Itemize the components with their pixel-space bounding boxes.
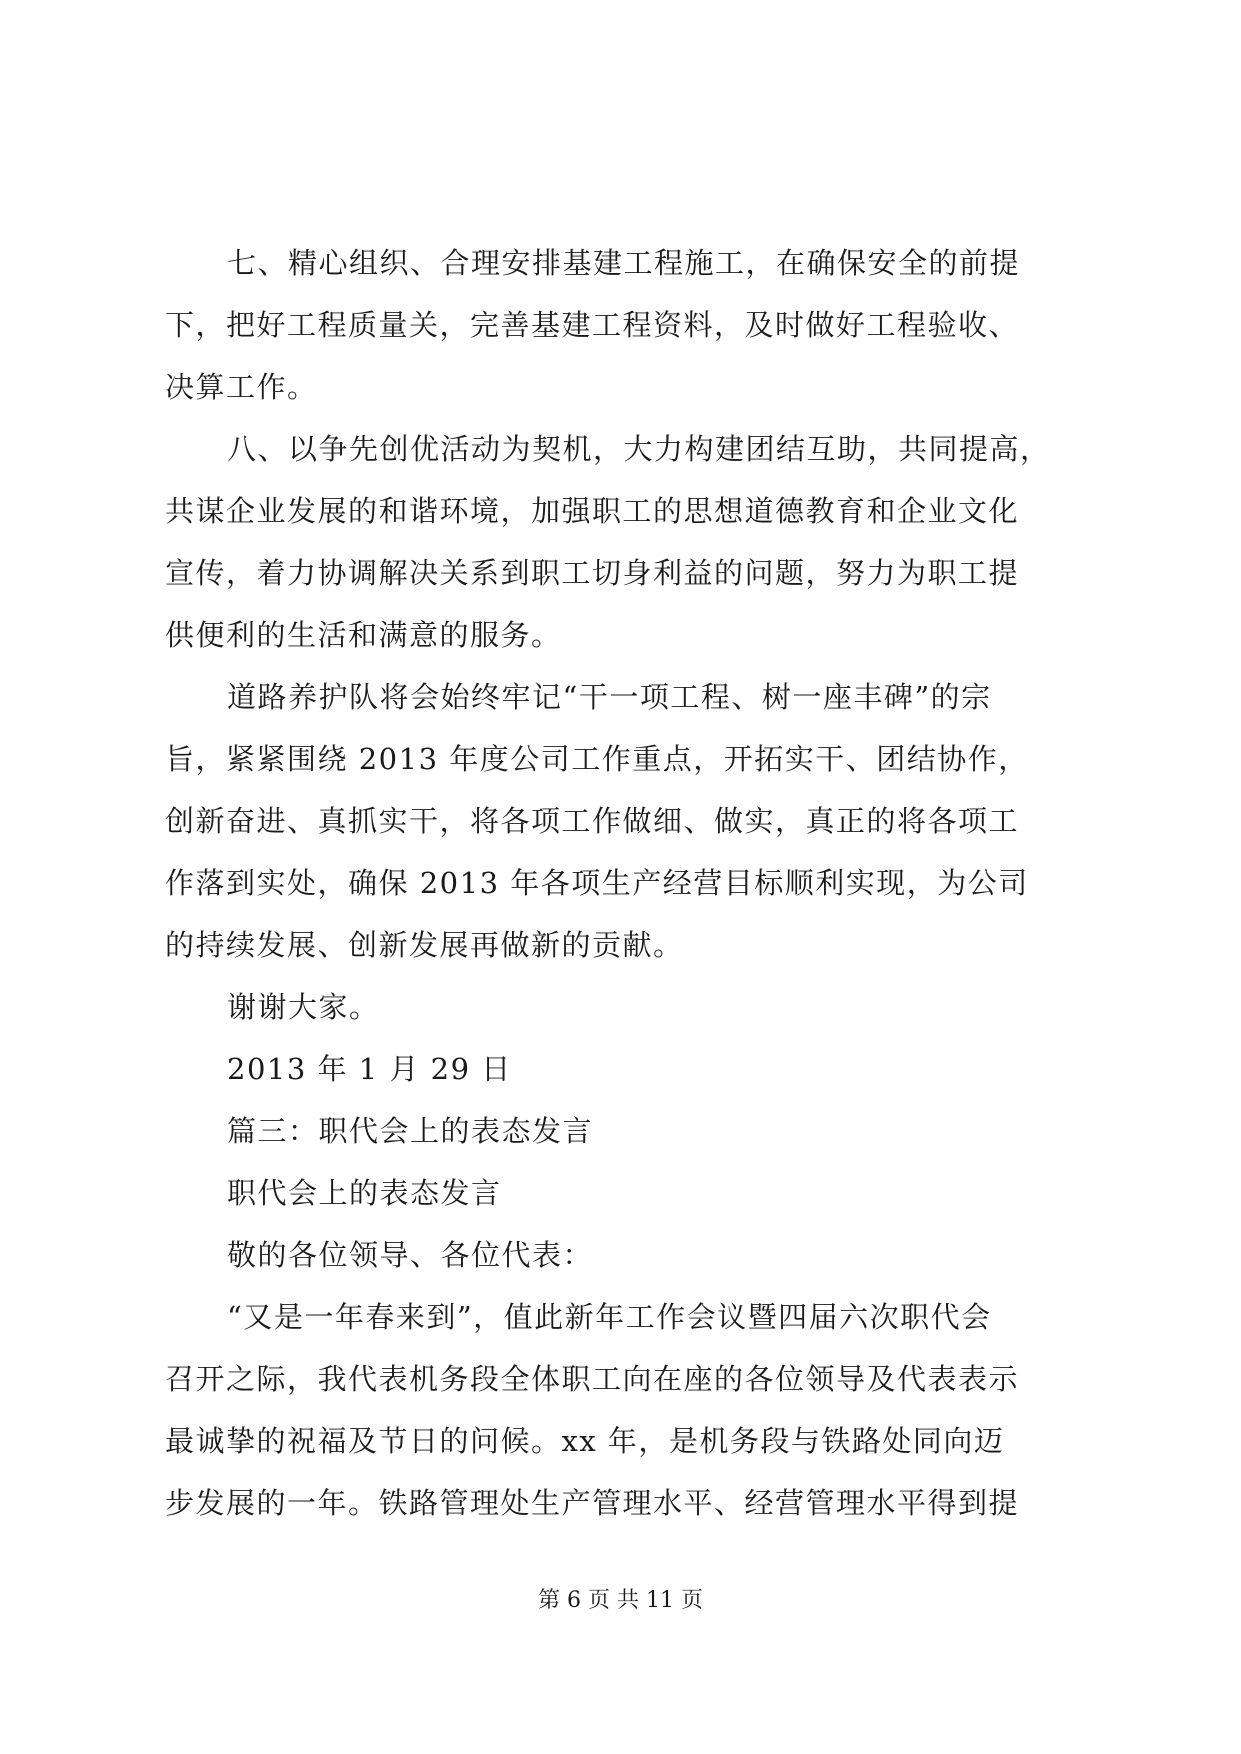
section-title: 职代会上的表态发言 [227, 1176, 502, 1210]
text-line: 道路养护队将会始终牢记“干一项工程、树一座丰碑”的宗 [227, 680, 992, 714]
text-line: 步发展的一年。铁路管理处生产管理水平、经营管理水平得到提 [165, 1486, 1020, 1520]
text-line: 宣传，着力协调解决关系到职工切身利益的问题，努力为职工提 [165, 556, 1020, 590]
text-line: 最诚挚的祝福及节日的问候。xx 年，是机务段与铁路处同向迈 [165, 1424, 1005, 1458]
text-line: “又是一年春来到”，值此新年工作会议暨四届六次职代会 [227, 1300, 992, 1334]
text-line: 创新奋进、真抓实干，将各项工作做细、做实，真正的将各项工 [165, 804, 1020, 838]
document-body [165, 232, 1080, 1534]
page-number-footer: 第 6 页 共 11 页 [538, 1588, 703, 1613]
text-line: 谢谢大家。 [227, 990, 380, 1024]
text-line: 召开之际，我代表机务段全体职工向在座的各位领导及代表表示 [165, 1362, 1020, 1396]
text-line: 的持续发展、创新发展再做新的贡献。 [165, 928, 684, 962]
text-line: 旨，紧紧围绕 2013 年度公司工作重点，开拓实干、团结协作， [165, 742, 1029, 776]
text-line: 供便利的生活和满意的服务。 [165, 618, 562, 652]
text-line: 作落到实处，确保 2013 年各项生产经营目标顺利实现，为公司 [165, 866, 1029, 900]
text-line: 下，把好工程质量关，完善基建工程资料，及时做好工程验收、 [165, 308, 1020, 342]
salutation: 敬的各位领导、各位代表： [227, 1238, 594, 1272]
text-line: 八、以争先创优活动为契机，大力构建团结互助，共同提高， [227, 432, 1051, 466]
text-line: 七、精心组织、合理安排基建工程施工，在确保安全的前提 [227, 246, 1021, 280]
text-line: 共谋企业发展的和谐环境，加强职工的思想道德教育和企业文化 [165, 494, 1020, 528]
section-heading: 篇三：职代会上的表态发言 [227, 1114, 594, 1148]
date-line: 2013 年 1 月 29 日 [227, 1052, 512, 1086]
text-line: 决算工作。 [165, 370, 318, 404]
